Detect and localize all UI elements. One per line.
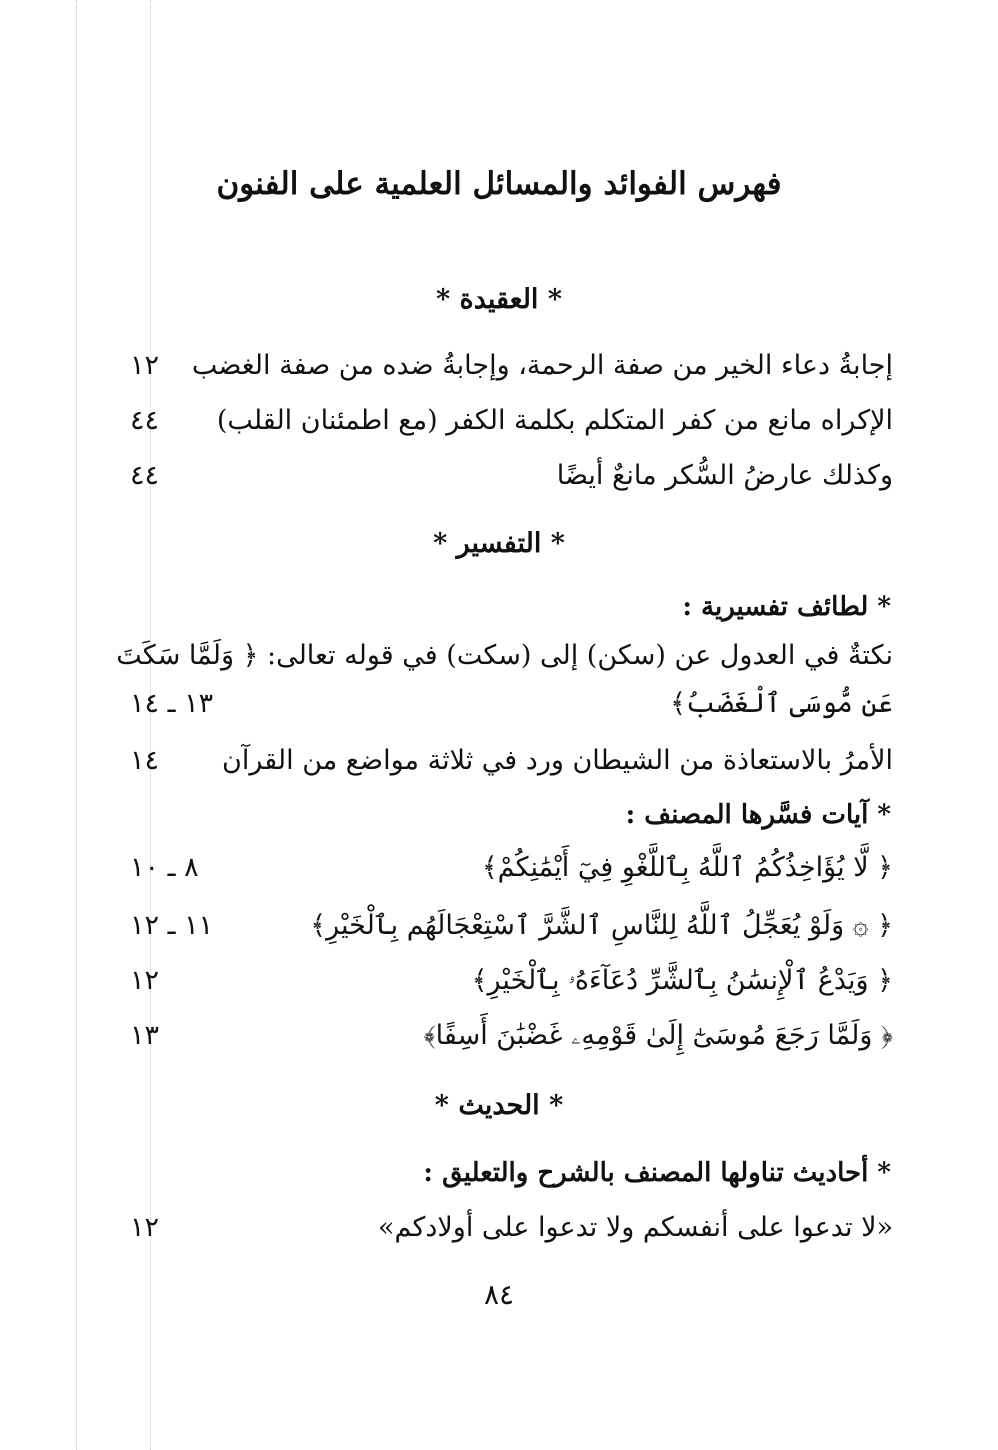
page-title: فهرس الفوائد والمسائل العلمية على الفنون xyxy=(216,166,782,202)
entry-page: ١٣ xyxy=(130,1020,160,1051)
index-entry xyxy=(130,1212,893,1254)
entry-text: ﴿ ۞ وَلَوْ يُعَجِّلُ ٱللَّهُ لِلنَّاسِ ٱلشَّرَّ ٱسْتِعْجَالَهُم بِٱلْخَيْرِ﴾ xyxy=(310,910,893,941)
entry-text: وكذلك عارضُ السُّكر مانعٌ أيضًا xyxy=(556,460,893,491)
entry-page: ٨ ـ ١٠ xyxy=(130,852,199,883)
verse-entry xyxy=(130,965,893,1007)
entry-page: ١٣ ـ ١٤ xyxy=(130,688,214,719)
entry-text: نكتةٌ في العدول عن (سكن) إلى (سكت) في قوله تعالى: ﴿ وَلَمَّا سَكَتَ xyxy=(116,640,893,671)
index-entry xyxy=(130,405,893,447)
subsection-heading: * آيات فسَّرها المصنف : xyxy=(625,800,891,830)
entry-text: «لا تدعوا على أنفسكم ولا تدعوا على أولادكم» xyxy=(378,1212,893,1243)
entry-text: ﴿ لَّا يُؤَاخِذُكُمُ ٱللَّهُ بِٱللَّغْوِ فِيٓ أَيْمَٰنِكُمْ﴾ xyxy=(481,852,893,883)
subsection-heading: * لطائف تفسيرية : xyxy=(682,592,891,622)
entry-page: ١٢ xyxy=(130,965,160,996)
entry-page: ٤٤ xyxy=(130,460,160,491)
page-number: ٨٤ xyxy=(483,1278,515,1311)
entry-text: إجابةُ دعاء الخير من صفة الرحمة، وإجابةُ ضده من صفة الغضب xyxy=(191,350,893,381)
entry-page: ١١ ـ ١٢ xyxy=(130,910,214,941)
entry-page: ١٤ xyxy=(130,745,160,776)
index-entry xyxy=(130,460,893,502)
verse-entry xyxy=(130,1020,893,1062)
section-heading-aqida: * العقيدة * xyxy=(436,284,562,315)
entry-text: الإكراه مانع من كفر المتكلم بكلمة الكفر (مع اطمئنان القلب) xyxy=(216,405,893,436)
entry-page: ٤٤ xyxy=(130,405,160,436)
index-entry xyxy=(130,350,893,392)
verse-entry xyxy=(130,910,893,952)
index-entry xyxy=(116,640,893,682)
entry-text: الأمرُ بالاستعاذة من الشيطان ورد في ثلاثة مواضع من القرآن xyxy=(222,745,893,776)
entry-text: ﴿ وَلَمَّا رَجَعَ مُوسَىٰٓ إِلَىٰ قَوْمِهِۦ غَضْبَٰنَ أَسِفًا﴾ xyxy=(423,1020,893,1051)
entry-page: ١٢ xyxy=(130,1212,160,1243)
entry-text: ﴿ وَيَدْعُ ٱلْإِنسَٰنُ بِٱلشَّرِّ دُعَآءَهُۥ بِٱلْخَيْرِ﴾ xyxy=(471,965,893,996)
entry-page: ١٢ xyxy=(130,350,160,381)
section-heading-tafsir: * التفسير * xyxy=(433,528,565,559)
index-entry xyxy=(130,688,893,730)
entry-text: عَن مُّوسَى ٱلْغَضَبُ﴾ xyxy=(670,688,893,719)
subsection-heading: * أحاديث تناولها المصنف بالشرح والتعليق : xyxy=(423,1158,891,1188)
margin-dots xyxy=(76,0,77,1450)
verse-entry xyxy=(130,852,893,894)
index-entry xyxy=(130,745,893,787)
section-heading-hadith: * الحديث * xyxy=(434,1090,564,1121)
